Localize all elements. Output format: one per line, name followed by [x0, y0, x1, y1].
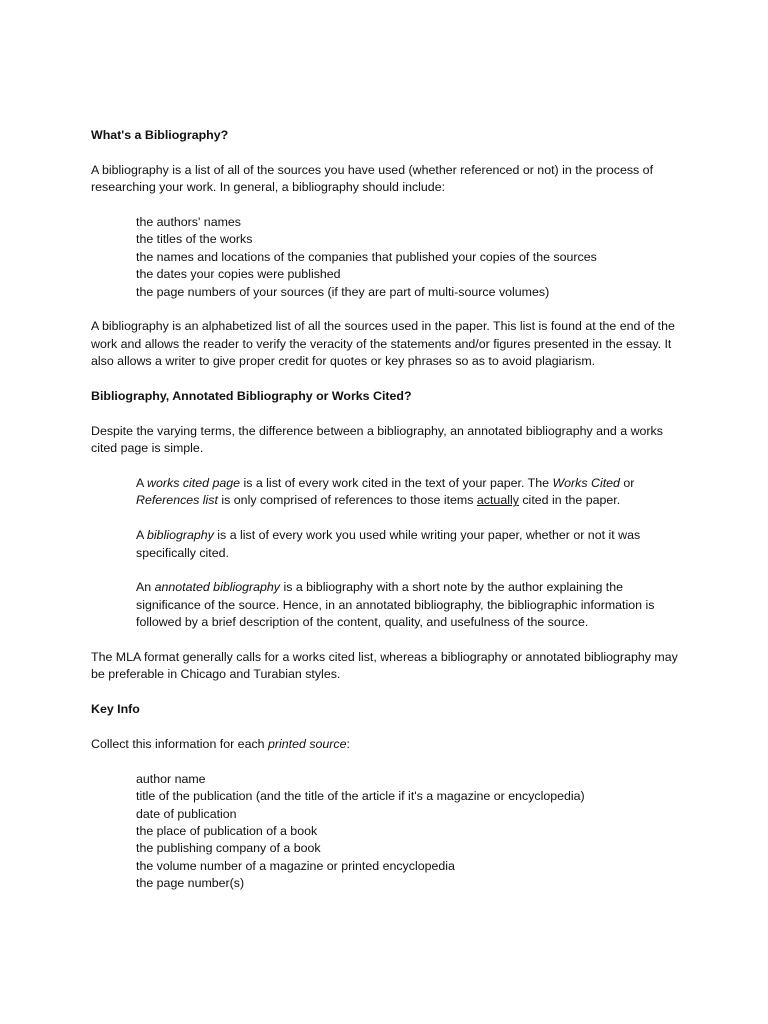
term-printed-source: printed source: [268, 737, 347, 752]
definition-works-cited: [91, 475, 681, 510]
paragraph-varying-terms: Despite the varying terms, the difference between a bibliography, an annotated bibliography and a works cited page is simple.: [91, 423, 663, 456]
document-body: [91, 127, 681, 893]
list-item: date of publication: [136, 806, 237, 821]
text-run: Collect this information for each: [91, 737, 268, 752]
term-references-list: References list: [136, 493, 218, 508]
underlined-actually: actually: [476, 493, 519, 508]
text-run: An: [136, 580, 155, 595]
list-item: the publishing company of a book: [136, 841, 321, 856]
heading-key-info: Key Info: [91, 702, 140, 717]
list-item: the page number(s): [136, 876, 245, 891]
definition-bibliography: [91, 527, 681, 562]
term-annotated-bibliography: annotated bibliography: [154, 580, 280, 595]
list-item: the names and locations of the companies that published your copies of the sources: [136, 249, 597, 264]
list-item: the dates your copies were published: [136, 267, 341, 282]
text-run: is a list of every work cited in the text of your paper. The: [240, 476, 553, 491]
text-run: is a list of every work you used while writing your paper, whether or not it was specifically cited.: [136, 528, 641, 560]
heading-bibliography-types: Bibliography, Annotated Bibliography or Works Cited?: [91, 389, 412, 404]
list-item: the titles of the works: [136, 232, 253, 247]
text-run: :: [346, 737, 350, 752]
text-run: is a bibliography with a short note by the author explaining the significance of the source. Hence, in an annotated bibliography, the bibliographic information is followed by a brief description of the content, quality, and usefulness of the source.: [136, 580, 655, 630]
term-bibliography: bibliography: [147, 528, 214, 543]
paragraph-collect-info: [91, 736, 681, 753]
definition-annotated-bibliography: [91, 579, 681, 631]
term-works-cited-page: works cited page: [147, 476, 241, 491]
text-run: is only comprised of references to those items: [217, 493, 477, 508]
list-printed-source-info: [91, 771, 681, 893]
list-item: the place of publication of a book: [136, 824, 318, 839]
text-run: or: [619, 476, 635, 491]
text-run: A: [136, 476, 148, 491]
term-works-cited: Works Cited: [552, 476, 620, 491]
paragraph-intro: A bibliography is a list of all of the sources you have used (whether referenced or not) in the process of researching your work. In general, a bibliography should include:: [91, 162, 654, 195]
text-run: A: [136, 528, 148, 543]
paragraph-mla-format: The MLA format generally calls for a works cited list, whereas a bibliography or annotated bibliography may be preferable in Chicago and Turabian styles.: [91, 650, 678, 682]
heading-whats-a-bibliography: What's a Bibliography?: [91, 128, 229, 142]
list-item: author name: [136, 771, 206, 786]
paragraph-alphabetized: A bibliography is an alphabetized list of all the sources used in the paper. This list is found at the end of the work and allows the reader to verify the veracity of the statements and/or figures presented in the essay. It also allows a writer to give proper credit for quotes or key phrases so as to avoid plagiarism.: [91, 319, 675, 369]
list-bibliography-contents: [91, 214, 681, 301]
list-item: the authors' names: [136, 215, 241, 229]
list-item: the page numbers of your sources (if they are part of multi-source volumes): [136, 284, 550, 299]
text-run: cited in the paper.: [518, 493, 621, 508]
list-item: title of the publication (and the title of the article if it's a magazine or encyclopedia): [136, 789, 585, 804]
list-item: the volume number of a magazine or printed encyclopedia: [136, 858, 455, 873]
